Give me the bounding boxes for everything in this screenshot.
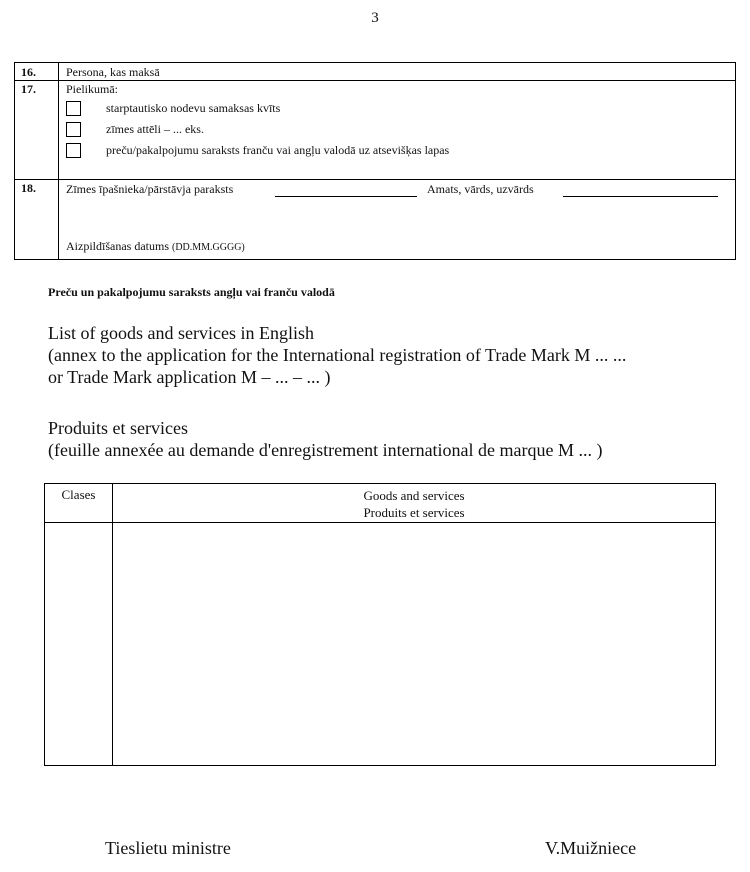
row-number: 16. xyxy=(15,63,59,80)
form-row-18 xyxy=(15,179,735,259)
attachments-title: Pielikumā: xyxy=(66,82,118,96)
attachment-label: zīmes attēli – ... eks. xyxy=(106,122,204,136)
classes-header: Clases xyxy=(61,487,96,502)
completion-date xyxy=(66,239,245,254)
goods-header xyxy=(113,487,715,521)
payer-label: Persona, kas maksā xyxy=(66,65,160,79)
english-annex-line: (annex to the application for the International registration of Trade Mark M ... ... xyxy=(48,345,627,365)
attachment-checkbox[interactable] xyxy=(66,101,81,116)
english-title: List of goods and services in English xyxy=(48,323,314,343)
minister-name: V.Muižniece xyxy=(545,838,637,858)
completion-date-label: Aizpildīšanas datums xyxy=(66,239,169,253)
minister-title: Tieslietu ministre xyxy=(105,838,231,858)
attachment-item xyxy=(66,121,204,138)
attachment-checkbox[interactable] xyxy=(66,122,81,137)
attachment-item xyxy=(66,142,449,159)
row-number: 17. xyxy=(15,80,59,179)
english-block xyxy=(48,322,626,388)
french-title: Produits et services xyxy=(48,418,188,438)
form-row-17 xyxy=(15,80,735,180)
french-annex-line: (feuille annexée au demande d'enregistrement international de marque M ... ) xyxy=(48,440,603,460)
goods-header-fr: Produits et services xyxy=(363,505,465,520)
form-row-16 xyxy=(15,63,735,81)
signature-field[interactable] xyxy=(275,196,417,197)
signature-label: Zīmes īpašnieka/pārstāvja paraksts xyxy=(66,182,234,196)
row-number: 18. xyxy=(15,179,59,259)
position-name-field[interactable] xyxy=(563,196,718,197)
page-number: 3 xyxy=(371,10,379,26)
application-form-table xyxy=(14,62,736,260)
french-block xyxy=(48,417,603,461)
attachment-label: starptautisko nodevu samaksas kvīts xyxy=(106,101,281,115)
attachment-item xyxy=(66,100,280,117)
attachment-label: preču/pakalpojumu saraksts franču vai angļu valodā uz atsevišķas lapas xyxy=(106,143,450,157)
english-application-line: or Trade Mark application M – ... – ... ) xyxy=(48,367,331,387)
goods-header-en: Goods and services xyxy=(363,488,465,503)
date-format: (DD.MM.GGGG) xyxy=(171,242,245,253)
attachment-checkbox[interactable] xyxy=(66,143,81,158)
position-name-label: Amats, vārds, uzvārds xyxy=(427,182,534,196)
goods-services-table xyxy=(44,483,716,766)
goods-list-heading: Preču un pakalpojumu saraksts angļu vai franču valodā xyxy=(48,285,335,299)
